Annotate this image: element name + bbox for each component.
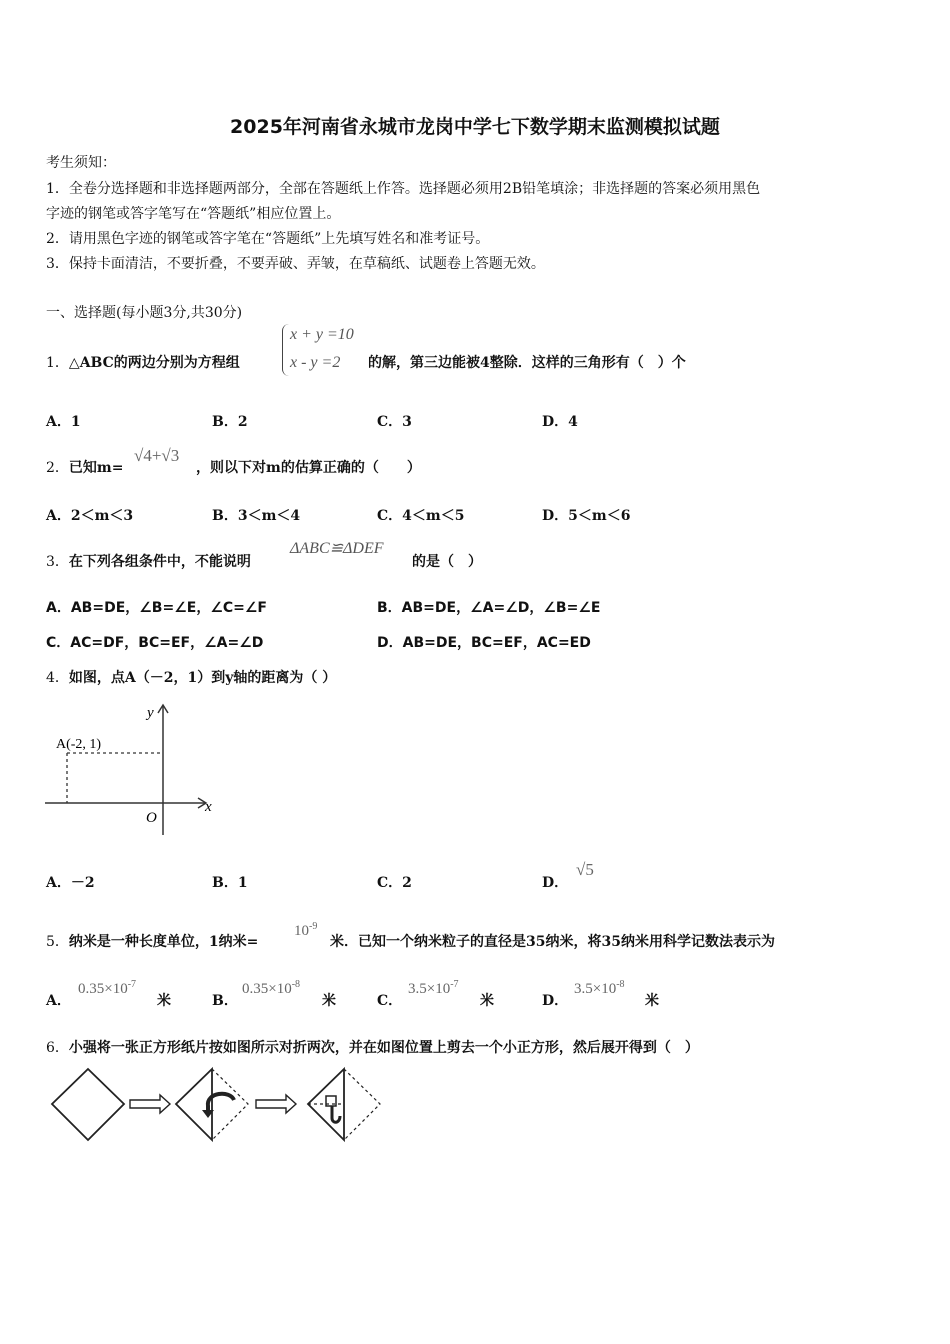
q5-option-d-value <box>574 979 625 998</box>
q2-option-b[interactable]: B．3＜m＜4 <box>212 508 301 524</box>
q1-equation-system <box>282 324 372 380</box>
q5-pow-base: 10 <box>294 923 309 939</box>
fold-dashed-outline-2 <box>344 1069 380 1140</box>
q3-stem <box>46 551 251 571</box>
q1-pre: △ABC的两边分别为方程组 <box>68 355 240 371</box>
diamond-square-icon <box>52 1069 124 1140</box>
q3-option-c[interactable]: C．AC=DF，BC=EF，∠A=∠D <box>46 635 264 651</box>
q5-option-d[interactable] <box>542 990 568 1010</box>
q5-option-c-mantissa: 3.5×10 <box>408 981 451 997</box>
q5-option-a-mantissa: 0.35×10 <box>78 981 128 997</box>
q1-option-c[interactable]: C．3 <box>377 414 412 430</box>
arrow-right-icon <box>130 1095 170 1113</box>
q5-post: 米．已知一个纳米粒子的直径是35纳米，将35纳米用科学记数法表示为 <box>330 934 775 950</box>
notice-heading: 考生须知： <box>46 155 116 171</box>
q4-option-a[interactable]: A．－2 <box>46 875 95 891</box>
point-a-label: A(-2, 1) <box>56 737 102 752</box>
q1-post: 的解，第三边能被4整除．这样的三角形有（ ）个 <box>368 355 686 371</box>
q4-option-d[interactable]: D． <box>542 875 569 891</box>
q2-pre: 已知m= <box>68 460 124 476</box>
q5-option-d-unit: 米 <box>645 993 659 1009</box>
q5-power <box>294 921 317 940</box>
q4-option-d-expression: √5 <box>576 860 594 879</box>
q1-eq1: x + y =10 <box>290 326 354 343</box>
q4-option-c[interactable]: C．2 <box>377 875 412 891</box>
q4-number: 4． <box>46 670 69 686</box>
page-title: 2025年河南省永城市龙岗中学七下数学期末监测模拟试题 <box>230 116 720 138</box>
fold-dashed-outline <box>212 1069 248 1140</box>
q2-option-a[interactable]: A．2＜m＜3 <box>46 508 134 524</box>
q1-number: 1． <box>46 355 69 371</box>
q4-text: 如图，点A（－2，1）到y轴的距离为（ ） <box>68 670 337 686</box>
notice-line-2: 2．请用黑色字迹的钢笔或答字笔在“答题纸”上先填写姓名和准考证号。 <box>46 231 490 247</box>
q2-number: 2． <box>46 460 69 476</box>
q5-option-b-mantissa: 0.35×10 <box>242 981 292 997</box>
q5-option-b-value <box>242 979 300 998</box>
q1-option-b[interactable]: B．2 <box>212 414 248 430</box>
notice-line-1: 1．全卷分选择题和非选择题两部分，全部在答题纸上作答。选择题必须用2B铅笔填涂；非选择题的答案必须用黑色 <box>46 181 761 197</box>
q5-option-d-letter: D． <box>542 993 569 1009</box>
q5-option-d-mantissa: 3.5×10 <box>574 981 617 997</box>
q5-option-d-exp: -8 <box>616 979 625 990</box>
q1-stem <box>46 352 240 372</box>
q5-option-c-exp: -7 <box>450 979 459 990</box>
q5-option-a-exp: -7 <box>127 979 137 990</box>
arrow-right-icon-2 <box>256 1095 296 1113</box>
q3-option-d[interactable]: D．AB=DE，BC=EF，AC=ED <box>377 635 591 651</box>
q6-folding-figure <box>46 1064 391 1148</box>
notice-line-3: 3．保持卡面清洁，不要折叠，不要弄破、弄皱，在草稿纸、试题卷上答题无效。 <box>46 256 545 272</box>
q5-option-c-letter: C． <box>377 993 403 1009</box>
q5-stem <box>46 931 258 951</box>
q6-number: 6． <box>46 1040 69 1056</box>
q2-option-d[interactable]: D．5＜m＜6 <box>542 508 631 524</box>
q2-post: ，则以下对m的估算正确的（ ） <box>196 460 421 476</box>
q1-option-d[interactable]: D．4 <box>542 414 578 430</box>
q5-number: 5． <box>46 934 69 950</box>
brace-icon <box>282 324 289 376</box>
q5-option-c-value <box>408 979 459 998</box>
q5-option-c[interactable] <box>377 990 402 1010</box>
q3-number: 3． <box>46 554 69 570</box>
q4-stem <box>46 667 336 687</box>
q2-stem <box>46 457 123 477</box>
section-heading: 一、选择题(每小题3分,共30分) <box>46 305 243 321</box>
q6-stem <box>46 1037 699 1057</box>
q1-option-a[interactable]: A．1 <box>46 414 81 430</box>
q5-option-b-letter: B． <box>212 993 238 1009</box>
q5-pow-exp: -9 <box>309 921 318 932</box>
q3-expression: ΔABC≌ΔDEF <box>290 540 384 557</box>
q5-option-c-unit: 米 <box>480 993 494 1009</box>
q3-option-a[interactable]: A．AB=DE，∠B=∠E，∠C=∠F <box>46 600 267 616</box>
q5-option-b-unit: 米 <box>322 993 336 1009</box>
q1-eq2: x - y =2 <box>290 354 341 371</box>
notice-line-1b: 字迹的钢笔或答字笔写在“答题纸”相应位置上。 <box>46 206 341 222</box>
q3-post: 的是（ ） <box>412 554 482 570</box>
q2-expression: √4+√3 <box>134 446 180 465</box>
q6-text: 小强将一张正方形纸片按如图所示对折两次，并在如图位置上剪去一个小正方形，然后展开得到（ ） <box>68 1040 699 1056</box>
y-axis-label: y <box>147 705 154 721</box>
q2-option-c[interactable]: C．4＜m＜5 <box>377 508 465 524</box>
q4-option-b[interactable]: B．1 <box>212 875 248 891</box>
q5-pre: 纳米是一种长度单位，1纳米= <box>68 934 259 950</box>
q5-option-b-exp: -8 <box>291 979 301 990</box>
q5-option-a-letter: A． <box>46 993 71 1009</box>
q4-coordinate-figure <box>40 700 230 845</box>
q3-pre: 在下列各组条件中，不能说明 <box>68 554 251 570</box>
x-axis-label: x <box>205 799 212 815</box>
q5-option-a-unit: 米 <box>157 993 171 1009</box>
q5-option-b[interactable] <box>212 990 238 1010</box>
q5-option-a[interactable] <box>46 990 71 1010</box>
origin-label: O <box>146 810 157 826</box>
q3-option-b[interactable]: B．AB=DE，∠A=∠D，∠B=∠E <box>377 600 601 616</box>
curved-fold-arrow-icon-2 <box>332 1106 340 1122</box>
q5-option-a-value <box>78 979 136 998</box>
